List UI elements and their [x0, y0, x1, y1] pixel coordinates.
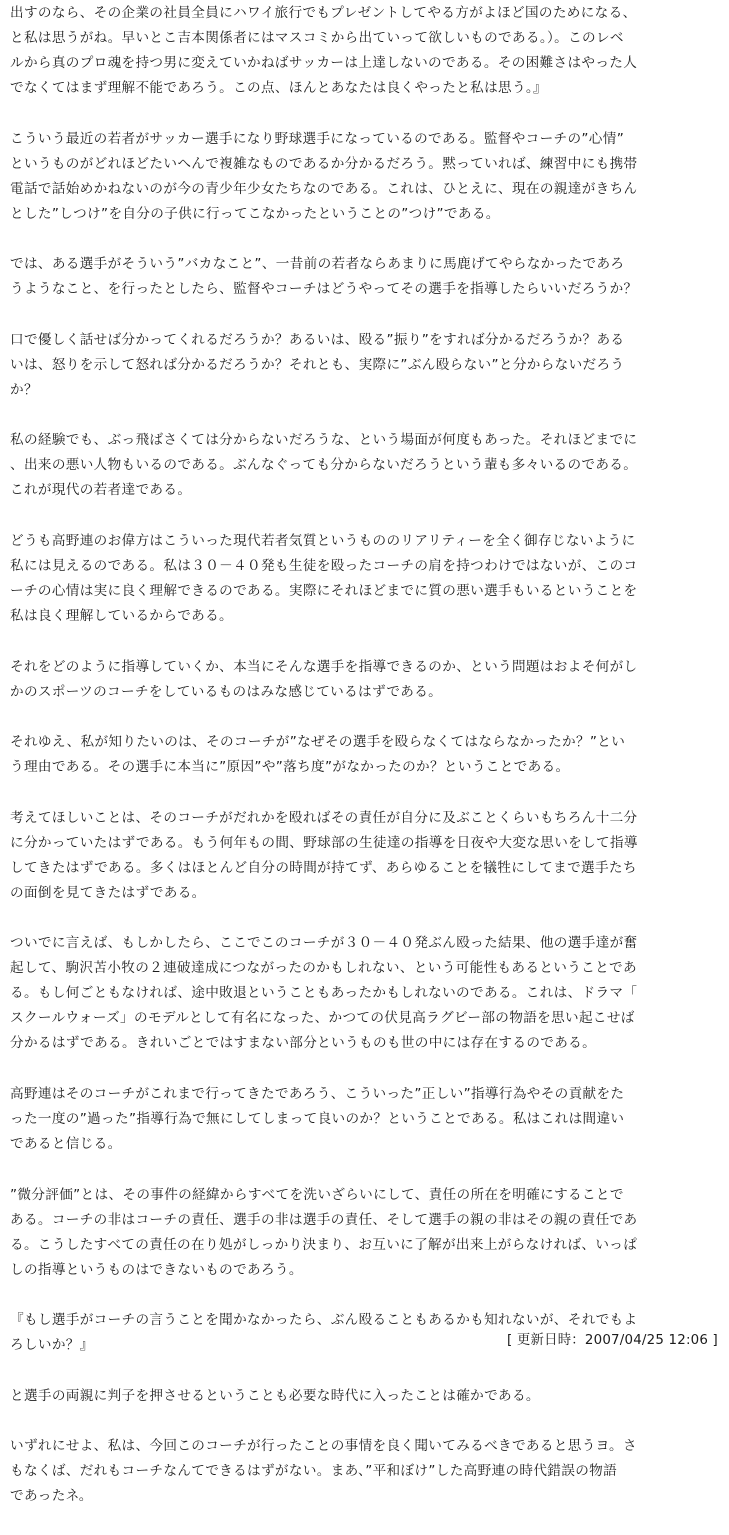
article-body: [10, 1, 722, 1535]
paragraph-line: それをどのように指導していくか、本当にそんな選手を指導できるのか、という問題はおよそ何がし: [10, 658, 638, 675]
paragraph-line: る。もし何ごともなければ、途中敗退ということもあったかもしれないのである。これは、ドラマ「: [10, 985, 638, 1002]
paragraph-line: ついでに言えば、もしかしたら、ここでこのコーチが３０－４０発ぶん殴った結果、他の選手達が奮: [10, 935, 638, 952]
paragraph-line: 私には見えるのである。私は３０－４０発も生徒を殴ったコーチの肩を持つわけではないが、このコ: [10, 557, 638, 574]
paragraph-line: と私は思うがね。早いとこ吉本関係者にはマスコミから出ていって欲しいものである。）。このレベ: [10, 30, 624, 46]
paragraph-line: う理由である。その選手に本当に”原因”や”落ち度”がなかったのか？ということである。: [10, 759, 570, 776]
article-paragraph: [10, 252, 722, 302]
article-paragraph: [10, 931, 722, 1056]
paragraph-line: ある。コーチの非はコーチの責任、選手の非は選手の責任、そして選手の親の非はその親の責任であ: [10, 1211, 638, 1228]
paragraph-line: ”微分評価”とは、その事件の経緯からすべてを洗いざらいにして、責任の所在を明確にすることで: [10, 1186, 624, 1203]
paragraph-line: いずれにせよ、私は、今回このコーチが行ったことの事情を良く聞いてみるべきであると思うヨ。さ: [10, 1438, 637, 1455]
article-paragraph: [10, 328, 722, 403]
paragraph-line: スクールウォーズ」のモデルとして有名になった、かつての伏見高ラグビー部の物語を思い起こせば: [10, 1010, 635, 1027]
paragraph-line: では、ある選手がそういう”バカなこと”、一昔前の若者ならあまりに馬鹿げてやらなかったであろ: [10, 256, 625, 273]
paragraph-line: しの指導というものはできないものであろう。: [10, 1261, 303, 1278]
paragraph-line: 私の経験でも、ぶっ飛ばさくては分からないだろうな、という場面が何度もあった。それほどまでに: [10, 432, 638, 449]
paragraph-line: った一度の”過った”指導行為で無にしてしまって良いのか？ということである。私はこれは間違い: [10, 1110, 625, 1127]
article-paragraph: [10, 806, 722, 906]
paragraph-line: こういう最近の若者がサッカー選手になり野球選手になっているのである。監督やコーチの”心情”: [10, 130, 625, 147]
paragraph-line: 起して、駒沢苫小牧の２連破達成につながったのかもしれない、という可能性もあるということであ: [10, 960, 637, 977]
paragraph-line: ーチの心情は実に良く理解できるのである。実際にそれほどまでに質の悪い選手もいるということを: [10, 582, 638, 599]
paragraph-line: ろしいか？』: [10, 1337, 94, 1354]
article-paragraph: [10, 1183, 722, 1283]
paragraph-line: 分かるはずである。きれいごとではすまない部分というものも世の中には存在するのである。: [10, 1035, 597, 1052]
paragraph-line: うようなこと、を行ったとしたら、監督やコーチはどうやってその選手を指導したらいいだろうか？: [10, 281, 638, 298]
paragraph-line: これが現代の若者達である。: [10, 482, 192, 499]
article-paragraph: [10, 529, 722, 629]
paragraph-line: 電話で話始めかねないのが今の青少年少女たちなのである。これは、ひとえに、現在の親達がきちん: [10, 180, 638, 197]
article-paragraph: [10, 1082, 722, 1157]
paragraph-line: の面倒を見てきたはずである。: [10, 884, 206, 901]
paragraph-line: 口で優しく話せば分かってくれるだろうか？あるいは、殴る”振り”をすれば分かるだろうか？ある: [10, 331, 625, 348]
paragraph-line: ルから真のプロ魂を持つ男に変えていかねばサッカーは上達しないのである。その困難さはやった人: [10, 55, 638, 71]
paragraph-line: 『もし選手がコーチの言うことを聞かなかったら、ぶん殴ることもあるかも知れないが、それでもよ: [10, 1312, 638, 1329]
paragraph-line: と選手の両親に判子を押させるということも必要な時代に入ったことは確かである。: [10, 1387, 540, 1404]
paragraph-line: してきたはずである。多くはほとんど自分の時間が持てず、あらゆることを犠牲にしてまで選手たち: [10, 859, 637, 876]
article-paragraph: [10, 1384, 722, 1409]
paragraph-line: かのスポーツのコーチをしているものはみな感じているはずである。: [10, 683, 443, 700]
paragraph-line: というものがどれほどたいへんで複雑なものであるか分かるだろう。黙っていれば、練習中にも携帯: [10, 155, 638, 172]
paragraph-line: 高野連はそのコーチがこれまで行ってきたであろう、こういった”正しい”指導行為やその貢献をた: [10, 1085, 625, 1102]
article-paragraph: [10, 1, 722, 101]
article-paragraph: [10, 655, 722, 705]
article-paragraph: [10, 428, 722, 503]
paragraph-line: それゆえ、私が知りたいのは、そのコーチが”なぜその選手を殴らなくてはならなかったか？”とい: [10, 734, 626, 751]
article-paragraph: [10, 1434, 722, 1509]
paragraph-line: 、出来の悪い人物もいるのである。ぶんなぐっても分からないだろうという輩も多々いるのである。: [10, 457, 638, 474]
paragraph-line: に分かっていたはずである。もう何年もの間、野球部の生徒達の指導を日夜や大変な思いをして指導: [10, 834, 638, 851]
paragraph-line: る。こうしたすべての責任の在り処がしっかり決まり、お互いに了解が出来上がらなければ、いっぱ: [10, 1236, 638, 1253]
article-paragraph: [10, 730, 722, 780]
update-timestamp: [ 更新日時：2007/04/25 12:06 ]: [507, 1333, 718, 1348]
paragraph-line: か？: [10, 381, 38, 398]
paragraph-line: でなくてはまず理解不能であろう。この点、ほんとあなたは良くやったと私は思う。』: [10, 80, 548, 96]
paragraph-line: 私は良く理解しているからである。: [10, 607, 233, 624]
paragraph-line: 考えてほしいことは、そのコーチがだれかを殴ればその責任が自分に及ぶことくらいもちろん十二分: [10, 809, 638, 826]
paragraph-line: 出すのなら、その企業の社員全員にハワイ旅行でもプレゼントしてやる方がよほど国のためになる、: [10, 5, 637, 21]
paragraph-line: どうも高野連のお偉方はこういった現代若者気質というもののリアリティーを全く御存じないように: [10, 532, 636, 549]
paragraph-line: とした”しつけ”を自分の子供に行ってこなかったということの”つけ”である。: [10, 205, 500, 222]
paragraph-line: もなくば、だれもコーチなんてできるはずがない。まあ、”平和ぼけ”した高野連の時代錯誤の物語: [10, 1463, 618, 1480]
paragraph-line: いは、怒りを示して怒れば分かるだろうか？それとも、実際に”ぶん殴らない”と分からないだろう: [10, 356, 625, 373]
paragraph-line: であると信じる。: [10, 1135, 122, 1152]
article-paragraph: [10, 127, 722, 227]
paragraph-line: であったネ。: [10, 1488, 93, 1505]
